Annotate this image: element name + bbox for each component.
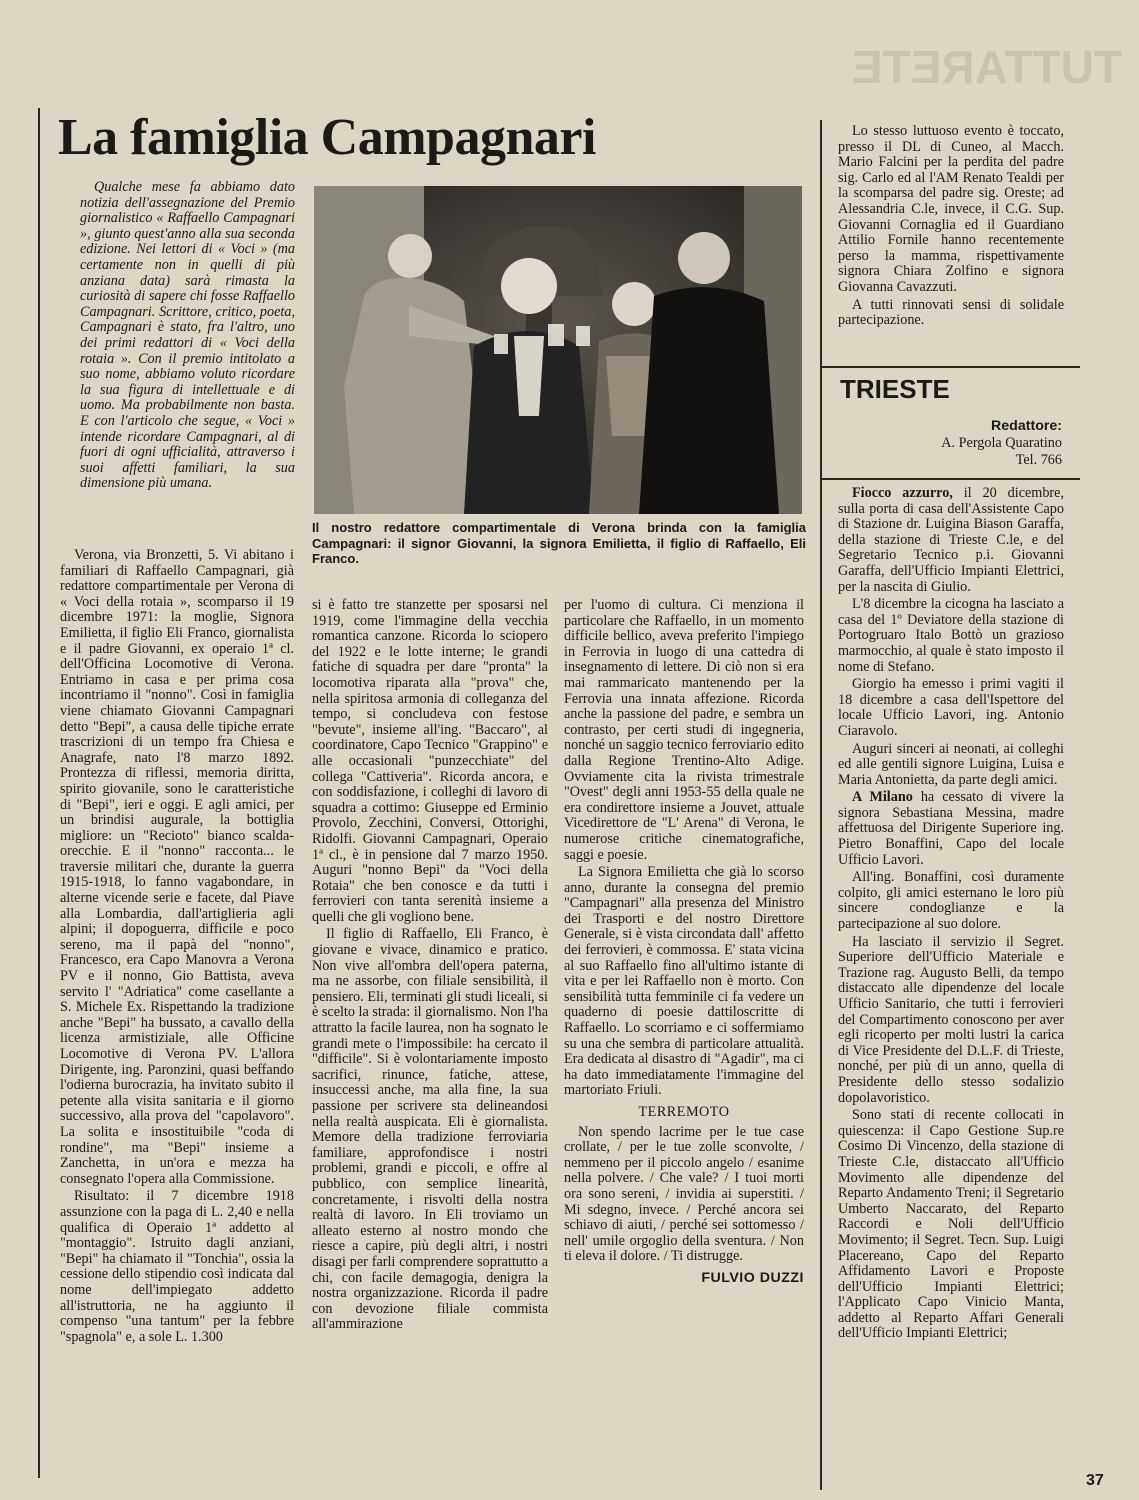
paragraph: si è fatto tre stanzette per sposarsi nel 1919, come l'immagine della vecchia romantica canzone. Ricorda lo sciopero del 1922 e le lotte interne; le grandi fatiche di squadra per dare "pronta" la locomotiva riparata alla "prova" che, nella spiritosa armonia di colleganza del tempo, si concludeva con festose "bevute", insieme all'ing. "Baccaro", al coordinatore, Capo Tecnico "Grappino" e alle occasionali "punzecchiate" del collega "Cattiveria". Ricorda ancora, e con soddisfazione, i colleghi di lavoro di squadra a cottimo: Giuseppe ed Erminio Provolo, Zecchini, Conversi, Ottorighi, Ridolfi. Giovanni Campagnari, Operaio 1ª cl., è in pensione dal 7 marzo 1950. Auguri "nonno Bepi" da "Voci della Rotaia" che ben conosce e da tutti i ferrovieri con tanta serenità insieme a quelli che gli vogliono bene. [312,597,548,925]
news-lead: Fiocco azzurro, [852,485,953,501]
redattore-block [840,418,1062,469]
column-4-top [838,124,1064,331]
section-title-trieste: TRIESTE [840,374,950,404]
article-column-2 [312,598,548,1335]
photo-caption: Il nostro redattore compartimentale di Verona brinda con la famiglia Campagnari: il signor Giovanni, la signora Emilietta, il figlio di Raffaello, Eli Franco. [312,520,806,566]
article-photo [314,186,802,514]
paragraph: Risultato: il 7 dicembre 1918 assunzione con la paga di L. 2,40 e nella qualifica di Operaio 1ª addetto al "montaggio". Istruito dagli anziani, "Bepi" ha chiamato il "Tonchia", ossia la cessione dello stipendio così indicata dal nome dell'impiegato addetto all'istruttoria, ne ha aggiunto il compenso "una tantum" per la febbre "spagnola" e, a sole L. 1.300 [60,1188,294,1345]
paragraph: Lo stesso luttuoso evento è toccato, presso il DL di Cuneo, al Macch. Mario Falcini per la perdita del padre sig. Carlo ed al l'AM Renato Tealdi per la scomparsa del padre sig. Oreste; ad Alessandria C.le, invece, il C.G. Sup. Giovanni Cornaglia ed il Guardiano Attilio Fornile hanno recentemente perso la mamma, rispettivamente signora Chiara Zolfino e signora Giovanna Cavazzuti. [838,123,1064,295]
trieste-bottom-rule [822,478,1080,480]
news-item [838,790,1064,868]
trieste-top-rule [822,366,1080,368]
redattore-tel: Tel. 766 [1015,452,1062,468]
intro-text: Qualche mese fa abbiamo dato notizia dell'assegnazione del Premio giornalistico « Raffaello Campagnari », giunto quest'anno alla sua seconda edizione. Nei lettori di « Voci » (ma certamente non in quelli di più anziana data) sarà rimasta la curiosità di sapere chi fosse Raffaello Campagnari. Scrittore, critico, poeta, Campagnari è stato, fra l'altro, uno dei primi redattori di « Voci della rotaia ». Con il premio intitolato a suo nome, abbiamo voluto ricordare la sua figura di intellettuale e di uomo. Ma probabilmente non basta. E con l'articolo che segue, « Voci » intende ricordare Campagnari, al di fuori di ogni ufficialità, attraverso i suoi affetti familiari, la sua dimensione più umana. [80,179,295,492]
article-intro [80,180,295,492]
news-item [838,597,1064,675]
news-item [838,870,1064,932]
article-column-3 [564,598,804,1287]
news-text: Ha lasciato il servizio il Segret. Superiore dell'Ufficio Materiale e Trazione rag. Augusto Belli, da tempo distaccato alle dipendenze del locale Ufficio Sanitario, che tutti i ferrovieri del Compartimento conoscono per aver egli ricoperto per molti lustri la carica di Vice Presidente del D.L.F. di Trieste, nonché, per più di un anno, quella di Presidente dello stesso sodalizio dopolavoristico. [838,933,1064,1106]
news-item [838,1108,1064,1342]
news-text: All'ing. Bonaffini, così duramente colpito, gli amici esternano le loro più sincere condoglianze e la partecipazione al suo dolore. [838,869,1064,933]
right-rule [820,120,822,1490]
news-item [838,486,1064,595]
left-rule [38,108,40,1478]
poem-text: Non spendo lacrime per le tue case crollate, / per le tue zolle sconvolte, / nemmeno per il piccolo angelo / esanime nella polvere. / Che vale? / I tuoi morti ora sono sereni, / invidia ai superstiti. / Mi sdegno, invece. / Perché ancora sei schiavo di aiuti, / perché sei sottomesso / nell' umile orgoglio della sventura. / Non ti eleva il dolore. / Ti distrugge. [564,1123,804,1265]
news-lead: A Milano [852,789,913,806]
paragraph: Verona, via Bronzetti, 5. Vi abitano i familiari di Raffaello Campagnari, già redattore compartimentale per Verona di « Voci della rotaia », scomparso il 19 dicembre 1971: la moglie, Signora Emilietta, il figlio Eli Franco, giornalista e il padre Giovanni, ex operaio 1ª cl. dell'Officina Locomotive di Verona. Entriamo in casa e per prima cosa incontriamo il "nonno". Così in famiglia viene chiamato Giovanni Campagnari detto "Bepi", a causa delle tipiche errate trascrizioni di un tempo fra Chiesa e Anagrafe, nato l'8 marzo 1892. Prontezza di riflessi, memoria diritta, spirito giovanile, sono le caratteristiche di "Bepi", ieri e oggi. E agli amici, per un brindisi augurale, la bottiglia migliore: un "Recioto" bianco scalda-orecchie. E il "nonno" racconta... le traversie militari che, durante la guerra 1915-1918, lo fanno vagabondare, in alterne vicende serie e facete, dal Piave alla Lombardia, dall'artiglieria agli alpini; il dopoguerra, difficile e poco sereno, ma il papà del "nonno", Francesco, era Capo Manovra a Verona PV e il nonno, Gio Battista, aveva servito l' "Adriatica" come casellante a S. Michele Ex. Rispettando la tradizione anche "Bepi" ha bussato, a cavallo della licenza armistiziale, alle Officine Locomotive di Verona PV. L'allora Dirigente, ing. Paronzini, quasi beffando l'odierna burocrazia, ha invitato subito il petente alla visita sanitaria e il giorno successivo, alla prova del "capolavoro". La solita e insostituibile "coda di rondine", ma "Bepi" insieme a Zanchetta, in un'ora e mezza ha consegnato l'opera alla Commissione. [60,547,294,1187]
news-text: Auguri sinceri ai neonati, ai colleghi ed alle gentili signore Luigina, Luisa e Maria Antonietta, da parte degli amici. [838,740,1064,788]
paragraph: La Signora Emilietta che già lo scorso anno, durante la consegna del premio "Campagnari" alla presenza del Ministro dei Trasporti e del nostro Direttore Generale, si è vista circondata dall' affetto dei ferrovieri, è commossa. E' stata vicina al suo Raffaello fino all'ultimo istante di vita e per lei Raffaello non è morto. Con sensibilità tutta femminile ci fa vedere un quaderno di poesie dattiloscritte di Raffaello. Lo scorriamo e ci soffermiamo su una che sembra di particolare attualità. Era dedicata al disastro di "Agadir", ma ci ha dato immediatamente l'immagine del martoriato Friuli. [564,864,804,1099]
redattore-label: Redattore: [991,418,1062,434]
news-text: ha cessato di vivere la signora Sebastiana Messina, madre affettuosa del Dirigente Superiore ing. Pietro Bonaffini, Capo del locale Ufficio Lavori. [838,789,1064,868]
paragraph: per l'uomo di cultura. Ci menziona il particolare che Raffaello, in un momento difficile bellico, aveva preferito l'impiego in Ferrovia in luogo di una cattedra di insegnamento di lettere. Di ciò non si era mai rammaricato mantenendo per la Ferrovia una innata affezione. Ricorda anche la passione del padre, e sembra un contrasto, per certi studi di ingegneria, nonché un saggio tecnico ferroviario edito dalla Regione Trentino-Alto Adige. Ovviamente cita la rivista trimestrale "Ovest" degli anni 1953-55 della quale ne era condirettore insieme a Jouvet, attuale Vicedirettore de "L' Arena" di Verona, le numerose critiche cinematografiche, saggi e poesie. [564,597,804,863]
news-text: il 20 dicembre, sulla porta di casa dell'Assistente Capo di Stazione dr. Luigina Biason Garaffa, della stazione di Trieste C.le, e del Segretario Tecnico p.i. Giovanni Garaffa, dell'Ufficio Impianti Elettrici, per la nascita di Giulio. [838,485,1064,595]
poem-author: FULVIO DUZZI [701,1269,804,1286]
poem-title: TERREMOTO [638,1104,730,1120]
news-text: L'8 dicembre la cicogna ha lasciato a casa del 1º Deviatore della stazione di Portogruaro Italo Bottò un grazioso marmocchio, al quale è stato imposto il nome di Stefano. [838,596,1064,675]
page-number: 37 [1086,1472,1104,1489]
news-text: Sono stati di recente collocati in quiescenza: il Capo Gestione Sup.re Cosimo Di Vincenzo, della stazione di Trieste C.le, distaccato all'Ufficio Movimento alle dipendenze del Reparto Andamento Treni; il Segretario Umberto Naccarato, del Reparto Raccordi e Noli dell'Ufficio Movimento; il Segret. Tecn. Sup. Luigi Placereano, Capo del Reparto Affidamento Lavori e Proposte dell'Ufficio Impianti Elettrici; l'Applicato Capo Vinicio Manta, addetto al Reparto Affari Generali dell'Ufficio Impianti Elettrici; [838,1107,1064,1342]
paragraph: A tutti rinnovati sensi di solidale partecipazione. [838,296,1064,329]
paragraph: Il figlio di Raffaello, Eli Franco, è giovane e vivace, dinamico e pratico. Non vive all'ombra dell'opera paterna, ma ne assorbe, con filiale sensibilità, il pensiero. Eli, terminati gli studi liceali, si è scelto la strada: il giornalismo. Non l'ha attratto la facile laurea, non ha sognato le grandi mete o l'impossibile: ha cercato il "difficile". Si è volontariamente imposto sacrifici, rinunce, fatiche, attese, insuccessi anche, ma alla fine, la sua passione per scrivere sta delineandosi nella realtà auspicata. Eli è giornalista. Memore della tradizione ferroviaria familiare, approfondisce i nostri problemi, grandi e piccoli, e offre al pubblico, con semplice linearità, concretamente, i risvolti della nostra realtà di lavoro. In Eli troviamo un alleato esterno al nostro mondo che riesce a capire, più degli altri, i nostri disagi per farli comprendere soprattutto a chi, con facile demagogia, denigra la nostra organizzazione. Ricorda il padre con devozione filiale commista all'ammirazione [312,926,548,1333]
news-item [838,935,1064,1107]
news-item [838,742,1064,789]
photo-illustration [314,186,802,514]
article-column-1 [60,548,294,1347]
article-headline: La famiglia Campagnari [58,109,596,166]
column-4-bottom [838,486,1064,1344]
news-item [838,677,1064,739]
bleed-through-heading: TUTTARETE [851,41,1122,90]
news-text: Giorgio ha emesso i primi vagiti il 18 dicembre a casa dell'Ispettore del locale Ufficio Lavori, ing. Antonio Ciaravolo. [838,676,1064,739]
redattore-name: A. Pergola Quaratino [941,435,1062,451]
